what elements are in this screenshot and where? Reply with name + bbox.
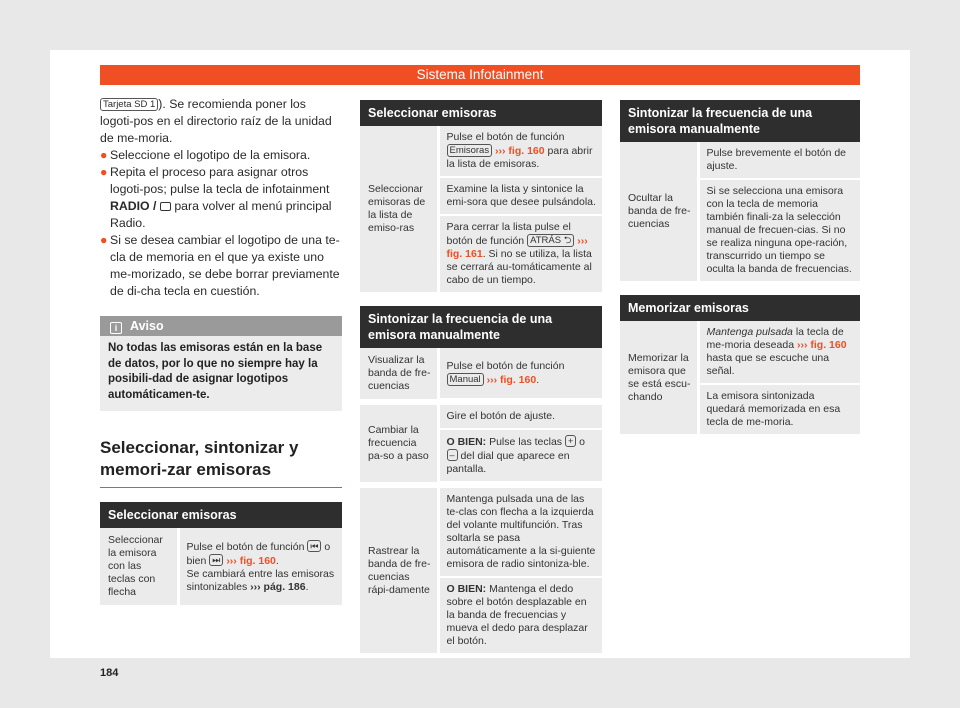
chapter-header: Sistema Infotainment (100, 65, 860, 85)
column-1 (100, 96, 342, 605)
radio-key-label: RADIO (110, 199, 150, 213)
bullet-1: ● Seleccione el logotipo de la emisora. (100, 148, 311, 162)
back-key: ATRÁS ⮌ (527, 234, 574, 247)
table (360, 348, 602, 653)
notice-header: i Aviso (100, 316, 342, 336)
intro-paragraph: Tarjeta SD 1 ). Se recomienda poner los logoti-pos en el directorio raíz de la unidad de me-moria. (100, 97, 332, 145)
bullet-2: ● Repita el proceso para asignar otros logoti-pos; pulse la tecla de infotainment RADIO / para volver al menú principal Radio. (100, 165, 332, 230)
table-tune-frequency-cont (620, 100, 860, 281)
table-select-stations-arrows (100, 502, 342, 605)
table-title: Memorizar emisoras (620, 295, 860, 321)
table-cell-left: Memorizar la emisora que se está escu-chando (620, 321, 698, 434)
bullet-dot-icon: ● (100, 148, 108, 162)
table-cell-left: Visualizar la banda de fre-cuencias (360, 348, 438, 399)
radio-icon (160, 202, 171, 211)
plus-key: + (565, 435, 576, 447)
table (100, 528, 342, 605)
table-cell-right: O BIEN: Mantenga el dedo sobre el botón desplazable en la banda de frecuencias y mueva el dedo para desplazar el botón. (446, 583, 588, 647)
section-title: Seleccionar, sintonizar y memori-zar emisoras (100, 437, 342, 488)
table-cell-left: Seleccionar la emisora con las teclas con flecha (100, 528, 178, 605)
table-cell-right: Pulse el botón de función Emisoras ››› fig. 160 para abrir la lista de emisoras. (438, 126, 602, 177)
bullet-dot-icon: ● (100, 165, 108, 179)
table-title: Seleccionar emisoras (360, 100, 602, 126)
table-row (620, 142, 860, 179)
table-cell-right: Si se selecciona una emisora con la tecla de memoria también finali-za la selección manual de frecuen-cias. Si no se realiza ninguna ope-ración, transcurrido un tiempo se oculta la banda de frecuencias. (706, 185, 852, 275)
table-cell-right: Para cerrar la lista pulse el botón de función ATRÁS ⮌ ››› fig. 161. Si no se utiliza, la lista se cerrará au-tomáticamente al cabo de un tiempo. (446, 221, 592, 286)
table-cell-left: Seleccionar emisoras de la lista de emiso-ras (360, 126, 438, 292)
table-title: Sintonizar la frecuencia de una emisora manualmente (360, 306, 602, 348)
back-arrow-icon: ⮌ (563, 235, 572, 246)
table-cell-right: Pulse brevemente el botón de ajuste. (698, 142, 860, 179)
table-row (100, 528, 342, 605)
sd-card-key: Tarjeta SD 1 (100, 98, 158, 111)
page-content (50, 50, 910, 679)
table-select-stations-list (360, 100, 602, 292)
table-cell-right: O BIEN: Pulse las teclas + o – del dial que aparece en pantalla. (438, 429, 602, 482)
page-number: 184 (100, 667, 119, 679)
table-cell-right: La emisora sintonizada quedará memorizada en esa tecla de me-moria. (706, 390, 841, 428)
table-cell-left: Cambiar la frecuencia pa-so a paso (360, 405, 438, 482)
bullet-dot-icon: ● (100, 233, 108, 247)
notice-text: No todas las emisoras están en la base de datos, por lo que no siempre hay la posibili-dad de asignar logotipos automáticamen-te. (108, 342, 323, 401)
table-cell-left: Ocultar la banda de fre-cuencias (620, 142, 698, 281)
emisoras-key: Emisoras (447, 144, 493, 157)
table-title: Sintonizar la frecuencia de una emisora manualmente (620, 100, 860, 142)
table-row (360, 488, 602, 577)
table-cell-right: Examine la lista y sintonice la emi-sora que desee pulsándola. (438, 177, 602, 215)
table-tune-frequency (360, 306, 602, 653)
column-3 (620, 100, 860, 434)
column-2 (360, 100, 602, 653)
table-row (620, 321, 860, 384)
table-cell-right: Pulse el botón de función Manual ››› fig. 160. (438, 348, 602, 399)
table-cell-right: Gire el botón de ajuste. (438, 405, 602, 429)
table-title: Seleccionar emisoras (100, 502, 342, 528)
table-cell-left: Rastrear la banda de fre-cuencias rápi-damente (360, 488, 438, 653)
manual-key: Manual (447, 373, 484, 386)
table (360, 126, 602, 292)
next-station-icon: ⏭ (209, 554, 223, 566)
table-cell-right: Mantenga pulsada una de las te-clas con flecha a la izquierda del volante multifunción. Tras soltarla se pasa automáticamente a la si-guiente emisora de radio sintoniza-ble. (438, 488, 602, 577)
table-cell-right: Mantenga pulsada la tecla de me-moria deseada ››› fig. 160 hasta que se escuche una señal. (698, 321, 860, 384)
table-memorize-stations (620, 295, 860, 434)
table-row (360, 126, 602, 177)
bullet-3: ● Si se desea cambiar el logotipo de una te-cla de memoria en el que ya existe uno me-morizado, se debe borrar previamente de di-cha tecla en cuestión. (100, 233, 340, 298)
table (620, 321, 860, 434)
table-row (360, 348, 602, 399)
table (620, 142, 860, 281)
minus-key: – (447, 449, 458, 461)
info-icon: i (110, 322, 122, 334)
previous-station-icon: ⏮ (307, 540, 321, 552)
table-cell-right: Pulse el botón de función ⏮ o bien ⏭ ››› fig. 160. Se cambiará entre las emisoras sintonizables ››› pág. 186. (186, 540, 335, 593)
notice-box (100, 316, 342, 411)
table-row (360, 405, 602, 429)
